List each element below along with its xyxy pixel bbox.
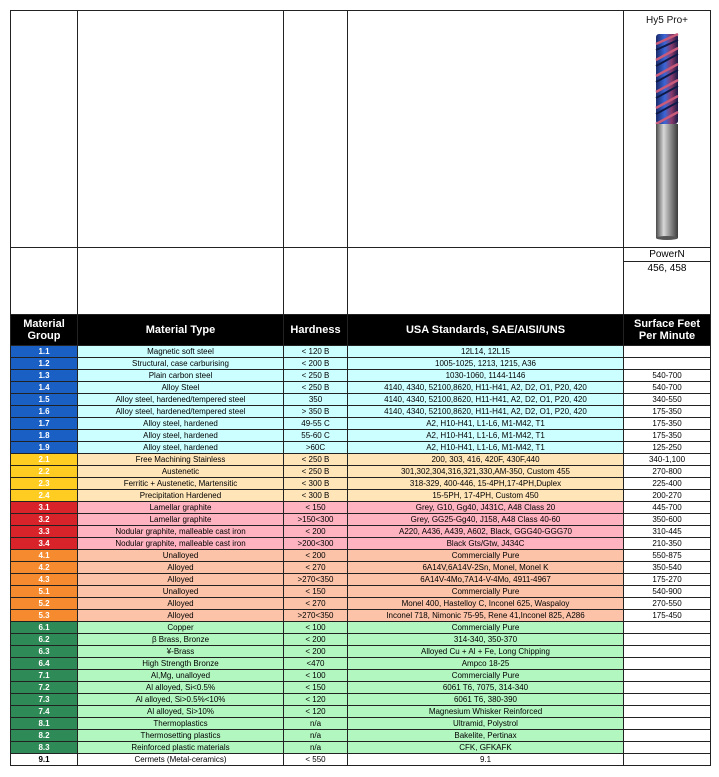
sfm-cell: 540-700 [624,382,711,394]
sfm-cell: 200-270 [624,490,711,502]
table-row [11,718,711,730]
material-type-cell: Structural, case carburising [78,358,284,370]
tool-cell [624,11,711,248]
standards-cell: Alloyed Cu + Al + Fe, Long Chipping [348,646,624,658]
material-type-cell: Alloy steel, hardened [78,442,284,454]
coating-row [11,248,711,315]
standards-cell: Ultramid, Polystrol [348,718,624,730]
hardness-cell: < 100 [284,622,348,634]
blank-cell [11,248,78,315]
table-row [11,526,711,538]
header-hardness: Hardness [284,315,348,346]
group-cell: 1.2 [11,358,78,370]
sfm-cell: 340-1,100 [624,454,711,466]
group-cell: 2.3 [11,478,78,490]
standards-cell: 301,302,304,316,321,330,AM-350, Custom 455 [348,466,624,478]
material-type-cell: Nodular graphite, malleable cast iron [78,538,284,550]
hardness-cell: < 250 B [284,382,348,394]
material-type-cell: Alloyed [78,562,284,574]
material-type-cell: Alloy steel, hardened/tempered steel [78,394,284,406]
sfm-cell: 445-700 [624,502,711,514]
group-cell: 1.6 [11,406,78,418]
table-row [11,694,711,706]
group-cell: 1.5 [11,394,78,406]
table-row [11,622,711,634]
sfm-cell [624,754,711,766]
hardness-cell: < 300 B [284,490,348,502]
tool-image-row [11,11,711,248]
hardness-cell: < 200 [284,634,348,646]
hardness-cell: < 250 B [284,466,348,478]
table-row [11,358,711,370]
material-type-cell: Alloy steel, hardened [78,430,284,442]
material-type-cell: Copper [78,622,284,634]
table-row [11,646,711,658]
standards-cell: Magnesium Whisker Reinforced [348,706,624,718]
sfm-cell [624,358,711,370]
group-cell: 9.1 [11,754,78,766]
standards-cell: CFK, GFKAFK [348,742,624,754]
standards-cell: A2, H10-H41, L1-L6, M1-M42, T1 [348,442,624,454]
blank-cell [11,11,78,248]
sfm-cell [624,718,711,730]
material-type-cell: Alloyed [78,598,284,610]
tool-name: Hy5 Pro+ [646,15,688,26]
sfm-cell [624,682,711,694]
coating-label: PowerN [624,248,710,262]
group-cell: 6.4 [11,658,78,670]
material-type-cell: Al alloyed, Si>0.5%<10% [78,694,284,706]
standards-cell: 1030-1060, 1144-1146 [348,370,624,382]
table-row [11,406,711,418]
hardness-cell: < 120 [284,706,348,718]
group-cell: 1.1 [11,346,78,358]
material-type-cell: Unalloyed [78,586,284,598]
sfm-cell: 270-550 [624,598,711,610]
sfm-cell: 175-350 [624,418,711,430]
table-row [11,346,711,358]
group-cell: 1.7 [11,418,78,430]
sfm-cell [624,658,711,670]
table-row [11,670,711,682]
material-type-cell: Alloyed [78,574,284,586]
table-row [11,562,711,574]
standards-cell: 318-329, 400-446, 15-4PH,17-4PH,Duplex [348,478,624,490]
hardness-cell: < 200 [284,526,348,538]
group-cell: 6.3 [11,646,78,658]
group-cell: 4.2 [11,562,78,574]
hardness-cell: < 270 [284,562,348,574]
standards-cell: 6061 T6, 7075, 314-340 [348,682,624,694]
material-type-cell: Precipitation Hardened [78,490,284,502]
hardness-cell: < 550 [284,754,348,766]
end-mill-icon [647,30,687,242]
table-row [11,466,711,478]
table-row [11,598,711,610]
header-row [11,315,711,346]
standards-cell: 6A14V,6A14V-2Sn, Monel, Monel K [348,562,624,574]
table-row [11,586,711,598]
header-group: Material Group [11,315,78,346]
group-cell: 2.2 [11,466,78,478]
group-cell: 5.1 [11,586,78,598]
blank-cell [348,248,624,315]
sfm-cell [624,634,711,646]
standards-cell: Monel 400, Hastelloy C, Inconel 625, Waspaloy [348,598,624,610]
group-cell: 2.1 [11,454,78,466]
hardness-cell: >200<300 [284,538,348,550]
sfm-cell: 210-350 [624,538,711,550]
material-type-cell: High Strength Bronze [78,658,284,670]
material-type-cell: Plain carbon steel [78,370,284,382]
sfm-cell [624,646,711,658]
standards-cell: 6061 T6, 380-390 [348,694,624,706]
sfm-cell [624,622,711,634]
material-type-cell: Al alloyed, Si>10% [78,706,284,718]
hardness-cell: < 150 [284,586,348,598]
group-cell: 7.4 [11,706,78,718]
standards-cell: Bakelite, Pertinax [348,730,624,742]
hardness-cell: < 150 [284,502,348,514]
material-type-cell: Thermosetting plastics [78,730,284,742]
table-row [11,418,711,430]
group-cell: 8.1 [11,718,78,730]
hardness-cell: < 200 [284,646,348,658]
blank-cell [284,11,348,248]
sfm-cell: 340-550 [624,394,711,406]
hardness-cell: < 200 B [284,358,348,370]
standards-cell: 314-340, 350-370 [348,634,624,646]
table-row [11,538,711,550]
sfm-cell [624,694,711,706]
hardness-cell: < 120 B [284,346,348,358]
material-table [10,10,711,766]
material-type-cell: Thermoplastics [78,718,284,730]
material-type-cell: ¥-Brass [78,646,284,658]
sfm-cell: 310-445 [624,526,711,538]
standards-cell: 4140, 4340, 52100,8620, H11-H41, A2, D2, O1, P20, 420 [348,394,624,406]
standards-cell: 4140, 4340, 52100,8620, H11-H41, A2, D2, O1, P20, 420 [348,382,624,394]
hardness-cell: >60C [284,442,348,454]
standards-cell: A2, H10-H41, L1-L6, M1-M42, T1 [348,418,624,430]
table-row [11,730,711,742]
standards-cell: 4140, 4340, 52100,8620, H11-H41, A2, D2, O1, P20, 420 [348,406,624,418]
standards-cell: 1005-1025, 1213, 1215, A36 [348,358,624,370]
sfm-cell: 350-600 [624,514,711,526]
sfm-cell: 225-400 [624,478,711,490]
group-cell: 4.1 [11,550,78,562]
material-type-cell: Free Machining Stainless [78,454,284,466]
group-cell: 3.4 [11,538,78,550]
group-cell: 3.1 [11,502,78,514]
sfm-cell [624,730,711,742]
hardness-cell: >150<300 [284,514,348,526]
sfm-cell: 125-250 [624,442,711,454]
hardness-cell: > 350 B [284,406,348,418]
hardness-cell: < 100 [284,670,348,682]
table-row [11,658,711,670]
group-cell: 1.4 [11,382,78,394]
standards-cell: Commercially Pure [348,586,624,598]
header-material-type: Material Type [78,315,284,346]
sfm-cell: 175-350 [624,430,711,442]
standards-cell: Ampco 18-25 [348,658,624,670]
group-cell: 7.2 [11,682,78,694]
hardness-cell: < 270 [284,598,348,610]
group-cell: 2.4 [11,490,78,502]
hardness-cell: n/a [284,730,348,742]
sfm-cell: 175-270 [624,574,711,586]
table-row [11,370,711,382]
coating-groups: 456, 458 [647,263,687,274]
standards-cell: Inconel 718, Nimonic 75-95, Rene 41,Inconel 825, A286 [348,610,624,622]
group-cell: 4.3 [11,574,78,586]
material-type-cell: Alloy Steel [78,382,284,394]
standards-cell: 12L14, 12L15 [348,346,624,358]
hardness-cell: < 300 B [284,478,348,490]
sfm-cell: 550-875 [624,550,711,562]
hardness-cell: n/a [284,718,348,730]
standards-cell: Commercially Pure [348,622,624,634]
group-cell: 3.3 [11,526,78,538]
hardness-cell: n/a [284,742,348,754]
material-type-cell: Reinforced plastic materials [78,742,284,754]
table-row [11,442,711,454]
standards-cell: 15-5PH, 17-4PH, Custom 450 [348,490,624,502]
blank-cell [348,11,624,248]
material-type-cell: Magnetic soft steel [78,346,284,358]
material-type-cell: Ferritic + Austenetic, Martensitic [78,478,284,490]
sfm-cell [624,670,711,682]
material-type-cell: Alloyed [78,610,284,622]
group-cell: 6.1 [11,622,78,634]
sfm-cell: 540-700 [624,370,711,382]
material-type-cell: Alloy steel, hardened [78,418,284,430]
table-row [11,430,711,442]
material-type-cell: Lamellar graphite [78,502,284,514]
header-sfm: Surface Feet Per Minute [624,315,711,346]
material-type-cell: Lamellar graphite [78,514,284,526]
group-cell: 5.3 [11,610,78,622]
blank-cell [78,11,284,248]
hardness-cell: 350 [284,394,348,406]
table-row [11,454,711,466]
table-row [11,742,711,754]
table-row [11,634,711,646]
material-type-cell: Al,Mg, unalloyed [78,670,284,682]
material-type-cell: Cermets (Metal-ceramics) [78,754,284,766]
group-cell: 3.2 [11,514,78,526]
hardness-cell: < 150 [284,682,348,694]
material-type-cell: Alloy steel, hardened/tempered steel [78,406,284,418]
blank-cell [284,248,348,315]
material-type-cell: β Brass, Bronze [78,634,284,646]
table-row [11,490,711,502]
standards-cell: Black Gts/Gtw, J434C [348,538,624,550]
material-type-cell: Nodular graphite, malleable cast iron [78,526,284,538]
sfm-cell [624,706,711,718]
hardness-cell: >270<350 [284,610,348,622]
standards-cell: Commercially Pure [348,550,624,562]
blank-cell [78,248,284,315]
table-row [11,478,711,490]
table-row [11,502,711,514]
hardness-cell: 55-60 C [284,430,348,442]
hardness-cell: < 200 [284,550,348,562]
table-row [11,394,711,406]
sfm-cell: 270-800 [624,466,711,478]
group-cell: 1.3 [11,370,78,382]
hardness-cell: < 250 B [284,454,348,466]
table-row [11,754,711,766]
material-type-cell: Al alloyed, Si<0.5% [78,682,284,694]
standards-cell: A2, H10-H41, L1-L6, M1-M42, T1 [348,430,624,442]
material-type-cell: Unalloyed [78,550,284,562]
hardness-cell: < 250 B [284,370,348,382]
sfm-cell: 540-900 [624,586,711,598]
group-cell: 7.3 [11,694,78,706]
standards-cell: 6A14V-4Mo,7A14-V-4Mo, 4911-4967 [348,574,624,586]
group-cell: 1.9 [11,442,78,454]
hardness-cell: >270<350 [284,574,348,586]
sfm-cell: 175-350 [624,406,711,418]
group-cell: 5.2 [11,598,78,610]
group-cell: 6.2 [11,634,78,646]
table-row [11,706,711,718]
material-type-cell: Austenetic [78,466,284,478]
group-cell: 7.1 [11,670,78,682]
sfm-cell: 350-540 [624,562,711,574]
hardness-cell: 49-55 C [284,418,348,430]
hardness-cell: <470 [284,658,348,670]
group-cell: 1.8 [11,430,78,442]
coating-cell [624,248,711,315]
standards-cell: Grey, GG25-Gg40, J158, A48 Class 40-60 [348,514,624,526]
table-row [11,574,711,586]
table-row [11,382,711,394]
header-standards: USA Standards, SAE/AISI/UNS [348,315,624,346]
hardness-cell: < 120 [284,694,348,706]
group-cell: 8.3 [11,742,78,754]
standards-cell: 9.1 [348,754,624,766]
group-cell: 8.2 [11,730,78,742]
standards-cell: 200, 303, 416, 420F, 430F,440 [348,454,624,466]
standards-cell: A220, A436, A439, A602, Black, GGG40-GGG70 [348,526,624,538]
sfm-cell: 175-450 [624,610,711,622]
sfm-cell [624,742,711,754]
standards-cell: Grey, G10, Gg40, J431C, A48 Class 20 [348,502,624,514]
table-row [11,550,711,562]
table-row [11,682,711,694]
sfm-cell [624,346,711,358]
table-row [11,610,711,622]
table-row [11,514,711,526]
standards-cell: Commercially Pure [348,670,624,682]
